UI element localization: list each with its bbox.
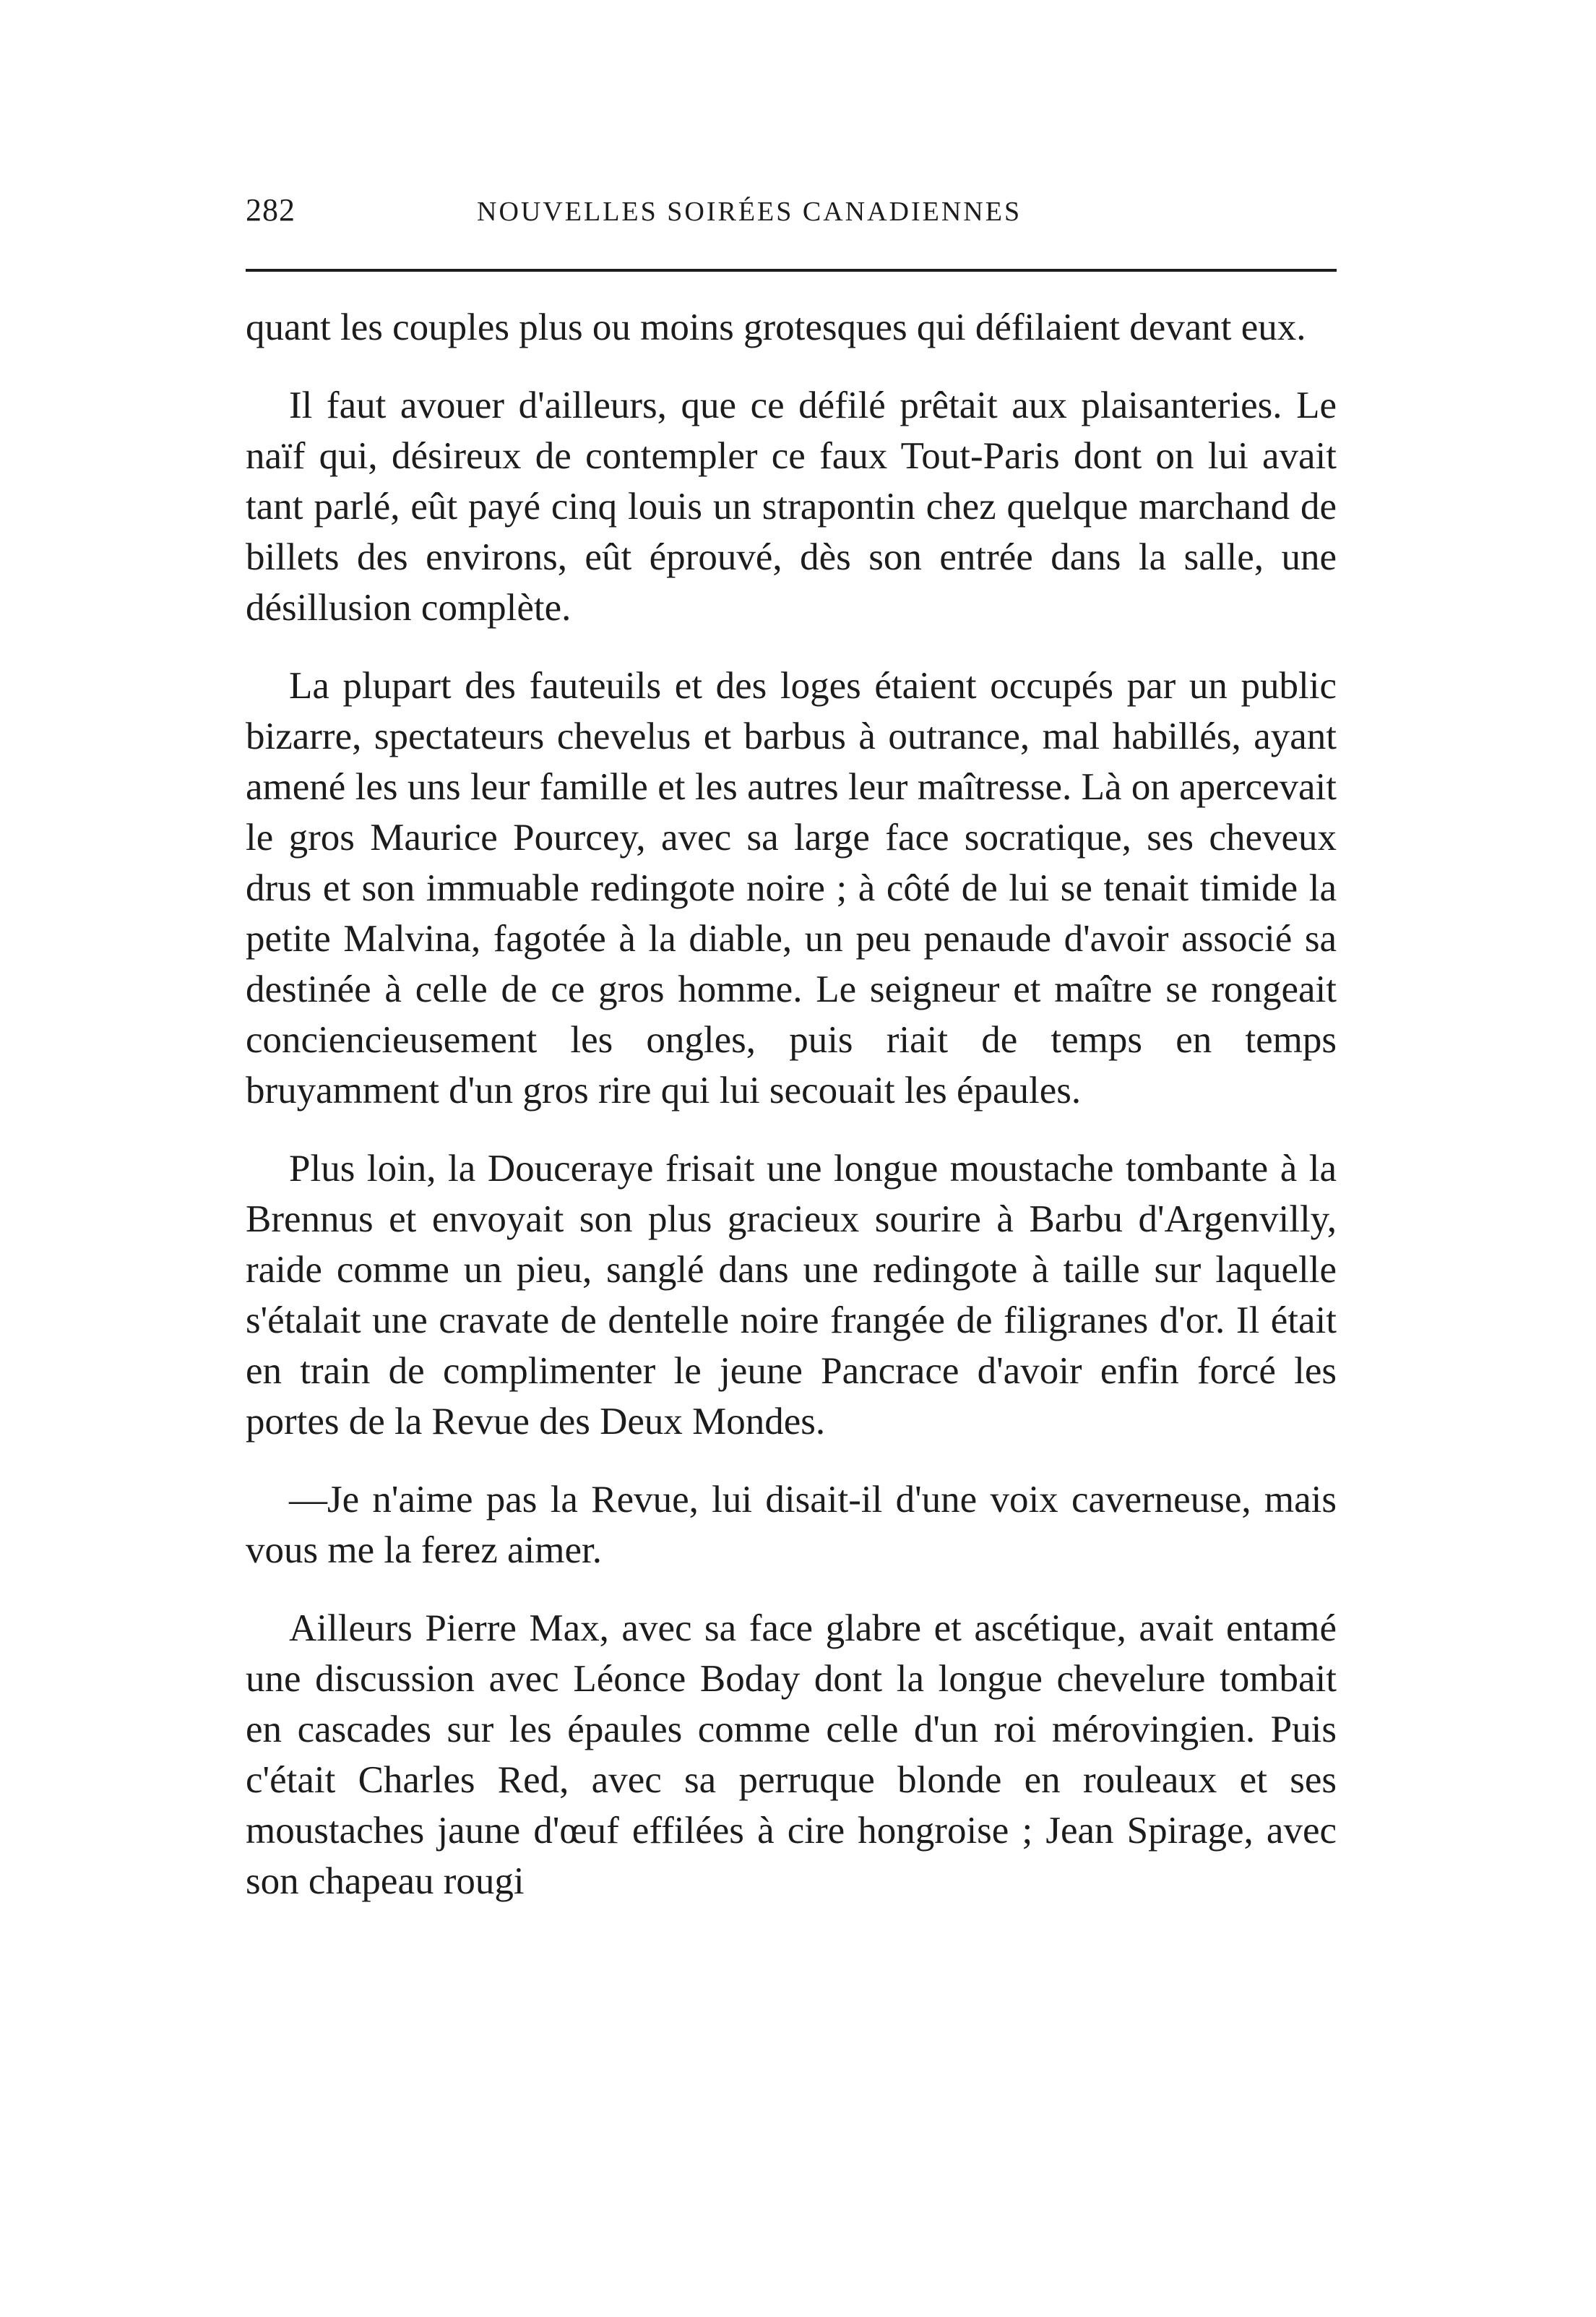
body-text <box>246 302 1337 1934</box>
paragraph-2: Il faut avouer d'ailleurs, que ce défilé prêtait aux plaisanteries. Le naïf qui, désireux de contempler ce faux Tout-Paris dont on lui avait tant parlé, eût payé cinq louis un strapontin chez quelque marchand de billets des environs, eût éprouvé, dès son entrée dans la salle, une désillusion complète. <box>246 384 1337 629</box>
paragraph-4: Plus loin, la Douceraye frisait une longue moustache tombante à la Brennus et envoyait son plus gracieux sourire à Barbu d'Argenvilly, raide comme un pieu, sanglé dans une redingote à taille sur laquelle s'étalait une cravate de dentelle noire frangée de filigranes d'or. Il était en train de complimenter le jeune Pancrace d'avoir enfin forcé les portes de la Revue des Deux Mondes. <box>246 1148 1337 1443</box>
running-title: NOUVELLES SOIRÉES CANADIENNES <box>477 197 1022 227</box>
paragraph-6: Ailleurs Pierre Max, avec sa face glabre et ascétique, avait entamé une discussion avec Léonce Boday dont la longue chevelure tombait en cascades sur les épaules comme celle d'un roi mérovingien. Puis c'était Charles Red, avec sa perruque blonde en rouleaux et ses moustaches jaune d'œuf effilées à cire hongroise ; Jean Spirage, avec son chapeau rougi <box>246 1607 1337 1902</box>
page-header <box>246 192 1344 242</box>
paragraph-5: —Je n'aime pas la Revue, lui disait-il d'une voix caverneuse, mais vous me la ferez aimer. <box>246 1479 1337 1571</box>
paragraph-1: quant les couples plus ou moins grotesques qui défilaient devant eux. <box>246 306 1306 348</box>
header-rule <box>246 269 1337 272</box>
page-number: 282 <box>246 192 296 228</box>
paragraph-3: La plupart des fauteuils et des loges étaient occupés par un public bizarre, spectateurs chevelus et barbus à outrance, mal habillés, ayant amené les uns leur famille et les autres leur maîtresse. Là on apercevait le gros Maurice Pourcey, avec sa large face socratique, ses cheveux drus et son immuable redingote noire ; à côté de lui se tenait timide la petite Malvina, fagotée à la diable, un peu penaude d'avoir associé sa destinée à celle de ce gros homme. Le seigneur et maître se rongeait conciencieusement les ongles, puis riait de temps en temps bruyamment d'un gros rire qui lui secouait les épaules. <box>246 665 1337 1112</box>
